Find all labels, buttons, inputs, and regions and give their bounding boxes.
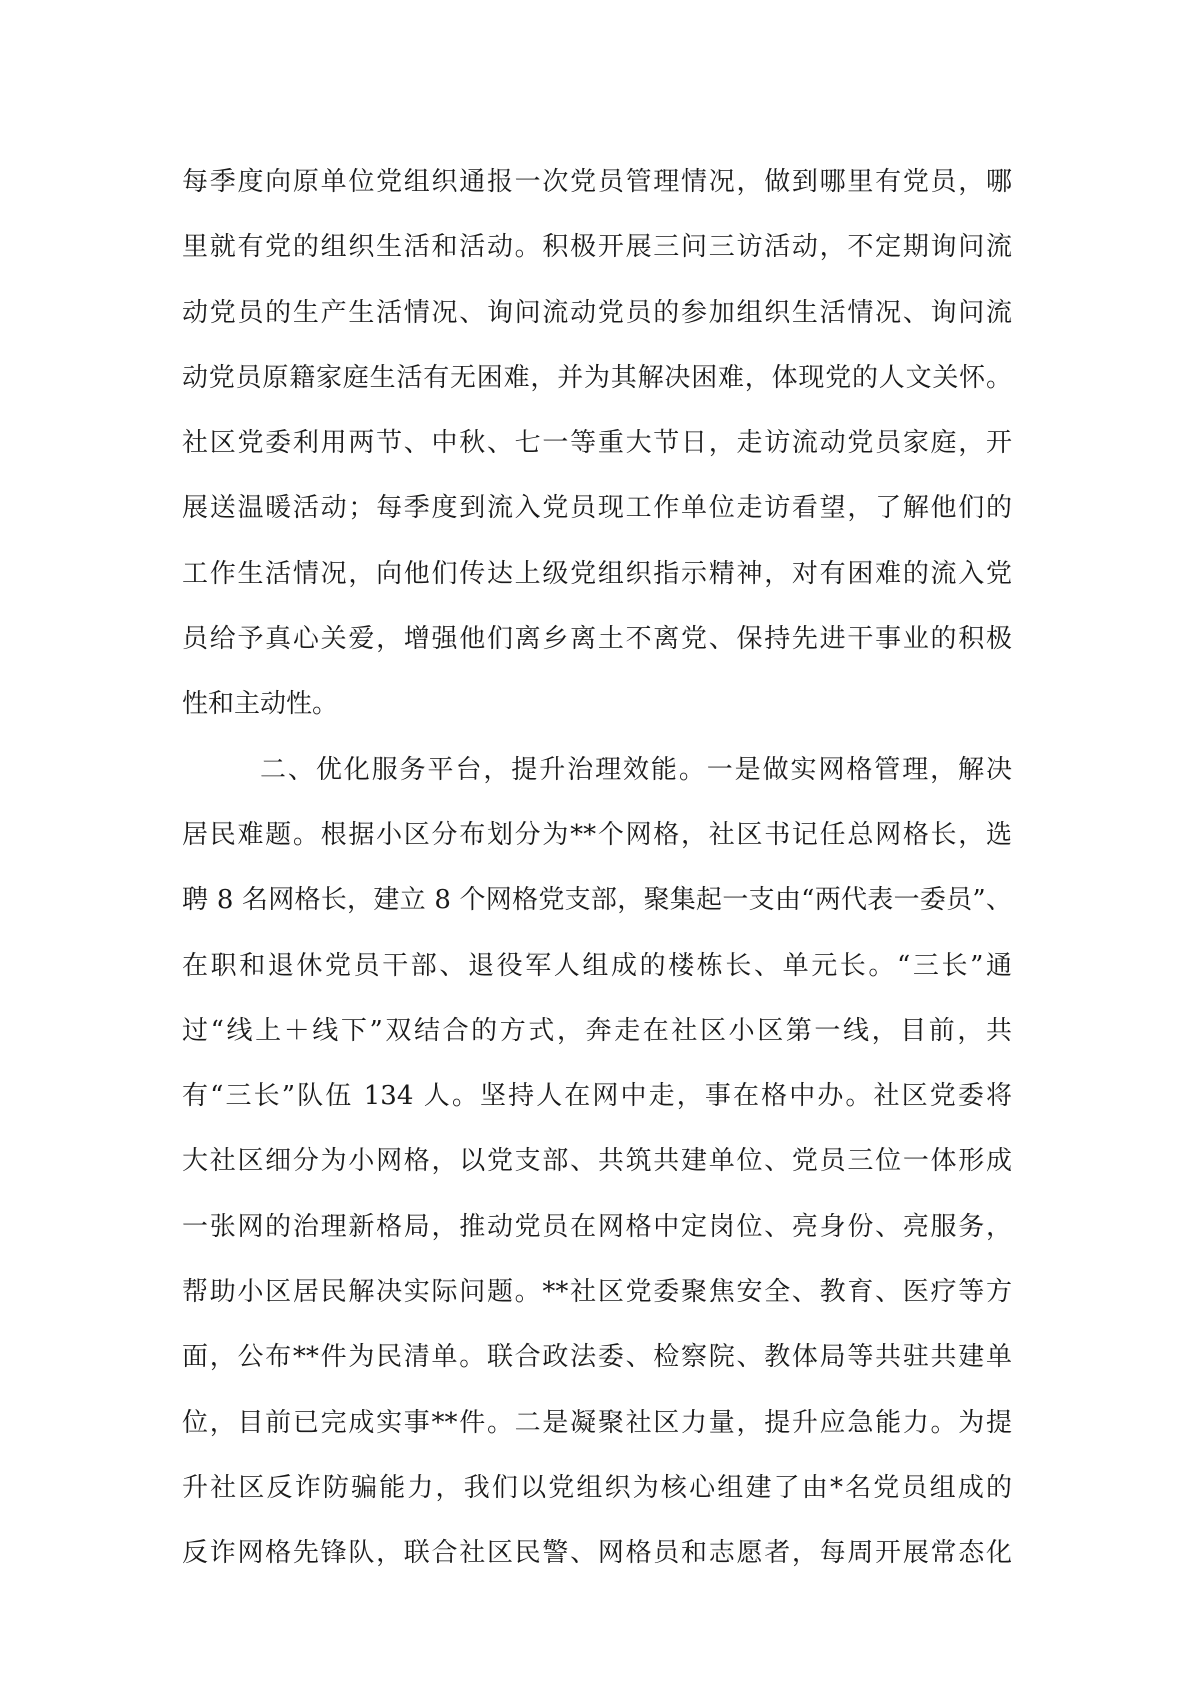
- paragraph-service-platform: [182, 738, 1012, 1587]
- text-line: 聘 8 名网格长，建立 8 个网格党支部，聚集起一支由“两代表一委员”、: [182, 885, 1012, 916]
- text-line: 展送温暖活动；每季度到流入党员现工作单位走访看望，了解他们的: [182, 493, 1012, 524]
- text-line: 位，目前已完成实事**件。二是凝聚社区力量，提升应急能力。为提: [182, 1407, 1012, 1438]
- text-line: 一张网的治理新格局，推动党员在网格中定岗位、亮身份、亮服务，: [182, 1211, 1012, 1242]
- text-line: 有“三长”队伍 134 人。坚持人在网中走，事在格中办。社区党委将: [182, 1081, 1012, 1112]
- text-line: 帮助小区居民解决实际问题。**社区党委聚焦安全、教育、医疗等方: [182, 1277, 1012, 1308]
- text-line: 员给予真心关爱，增强他们离乡离土不离党、保持先进干事业的积极: [182, 624, 1012, 655]
- text-line: 升社区反诈防骗能力，我们以党组织为核心组建了由*名党员组成的: [182, 1472, 1012, 1503]
- document-body: [182, 150, 1012, 1587]
- text-line: 动党员原籍家庭生活有无困难，并为其解决困难，体现党的人文关怀。: [182, 362, 1012, 393]
- text-line: 里就有党的组织生活和活动。积极开展三问三访活动，不定期询问流: [182, 232, 1012, 263]
- paragraph-party-member-care: [182, 150, 1012, 738]
- text-line: 性和主动性。: [182, 689, 339, 720]
- text-line: 社区党委利用两节、中秋、七一等重大节日，走访流动党员家庭，开: [182, 428, 1012, 459]
- text-line: 大社区细分为小网格，以党支部、共筑共建单位、党员三位一体形成: [182, 1146, 1012, 1177]
- text-line: 每季度向原单位党组织通报一次党员管理情况，做到哪里有党员，哪: [182, 167, 1012, 197]
- text-line: 二、优化服务平台，提升治理效能。一是做实网格管理，解决: [260, 754, 1012, 785]
- text-line: 反诈网格先锋队，联合社区民警、网格员和志愿者，每周开展常态化: [182, 1538, 1012, 1569]
- text-line: 居民难题。根据小区分布划分为**个网格，社区书记任总网格长，选: [182, 819, 1012, 850]
- text-line: 在职和退休党员干部、退役军人组成的楼栋长、单元长。“三长”通: [182, 950, 1012, 981]
- text-line: 动党员的生产生活情况、询问流动党员的参加组织生活情况、询问流: [182, 297, 1012, 328]
- text-line: 过“线上＋线下”双结合的方式，奔走在社区小区第一线，目前，共: [182, 1015, 1012, 1046]
- text-line: 工作生活情况，向他们传达上级党组织指示精神，对有困难的流入党: [182, 558, 1012, 589]
- text-line: 面，公布**件为民清单。联合政法委、检察院、教体局等共驻共建单: [182, 1342, 1012, 1373]
